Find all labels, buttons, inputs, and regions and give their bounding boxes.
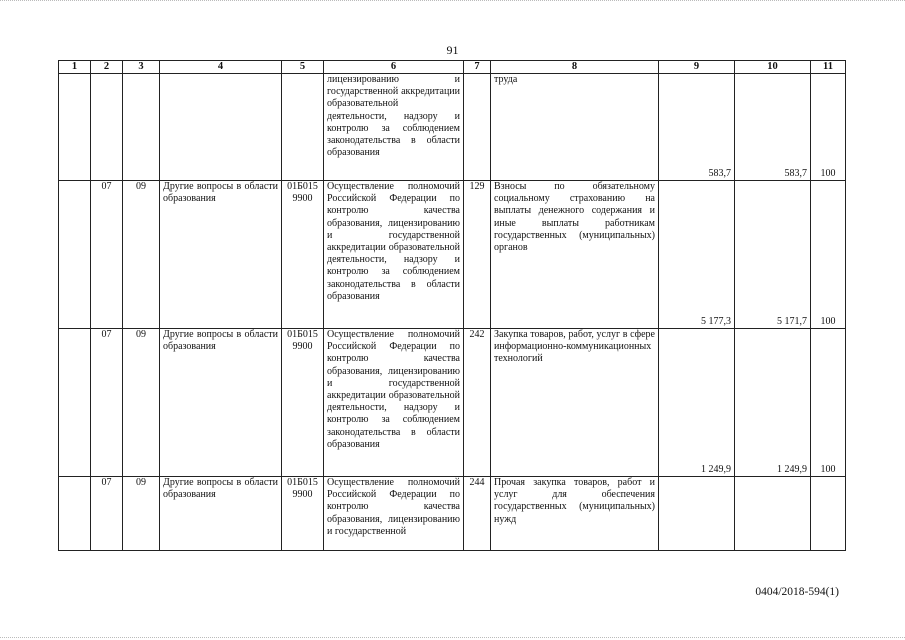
cell-planned-amount: 583,7	[659, 74, 735, 181]
budget-table	[58, 60, 846, 551]
cell-expense-code: 244	[464, 477, 491, 551]
cell-target-name: Осуществление полномочий Российской Федерации по контролю качества образования, лицензированию и государственной аккредитации образовательной деятельности, надзору и контролю за соблюдением законодательства в области образования	[324, 329, 464, 477]
cell-subsection-name: Другие вопросы в области образования	[160, 477, 282, 551]
cell-target-code: 01Б015 9900	[282, 181, 324, 329]
table-header-row	[59, 61, 846, 74]
cell-subsection	[123, 74, 160, 181]
cell-col1	[59, 74, 91, 181]
column-header: 6	[324, 61, 464, 74]
bottom-scan-border	[0, 637, 905, 638]
cell-col1	[59, 329, 91, 477]
column-header: 5	[282, 61, 324, 74]
cell-subsection: 09	[123, 181, 160, 329]
cell-executed-amount: 583,7	[735, 74, 811, 181]
cell-target-code	[282, 74, 324, 181]
cell-expense-name: труда	[491, 74, 659, 181]
table-row	[59, 477, 846, 551]
cell-target-code: 01Б015 9900	[282, 329, 324, 477]
column-header: 11	[811, 61, 846, 74]
table-row	[59, 74, 846, 181]
cell-executed-amount: 5 171,7	[735, 181, 811, 329]
document-code: 0404/2018-594(1)	[755, 586, 839, 598]
cell-percent: 100	[811, 329, 846, 477]
column-header: 4	[160, 61, 282, 74]
cell-percent: 100	[811, 181, 846, 329]
column-header: 3	[123, 61, 160, 74]
cell-target-name: Осуществление полномочий Российской Федерации по контролю качества образования, лицензированию и государственной	[324, 477, 464, 551]
cell-section	[91, 74, 123, 181]
cell-expense-code: 242	[464, 329, 491, 477]
column-header: 9	[659, 61, 735, 74]
cell-section: 07	[91, 329, 123, 477]
cell-subsection-name: Другие вопросы в области образования	[160, 329, 282, 477]
cell-planned-amount: 5 177,3	[659, 181, 735, 329]
column-header: 1	[59, 61, 91, 74]
cell-percent: 100	[811, 74, 846, 181]
cell-expense-name: Закупка товаров, работ, услуг в сфере информационно-коммуникационных технологий	[491, 329, 659, 477]
cell-planned-amount: 1 249,9	[659, 329, 735, 477]
cell-subsection-name: Другие вопросы в области образования	[160, 181, 282, 329]
column-header: 2	[91, 61, 123, 74]
page-number: 91	[446, 43, 459, 57]
cell-target-name: Осуществление полномочий Российской Федерации по контролю качества образования, лицензированию и государственной аккредитации образовательной деятельности, надзору и контролю за соблюдением законодательства в области образования	[324, 181, 464, 329]
cell-subsection: 09	[123, 329, 160, 477]
cell-expense-name: Прочая закупка товаров, работ и услуг для обеспечения государственных (муниципальных) нужд	[491, 477, 659, 551]
cell-percent	[811, 477, 846, 551]
cell-expense-code	[464, 74, 491, 181]
cell-target-code: 01Б015 9900	[282, 477, 324, 551]
cell-expense-name: Взносы по обязательному социальному страхованию на выплаты денежного содержания и иные выплаты работникам государственных (муниципальных) органов	[491, 181, 659, 329]
cell-section: 07	[91, 477, 123, 551]
table-row	[59, 329, 846, 477]
cell-subsection: 09	[123, 477, 160, 551]
cell-col1	[59, 181, 91, 329]
column-header: 10	[735, 61, 811, 74]
cell-section: 07	[91, 181, 123, 329]
cell-subsection-name	[160, 74, 282, 181]
top-scan-border	[0, 0, 905, 1]
cell-target-name: лицензированию и государственной аккредитации образовательной деятельности, надзору и контролю за соблюдением законодательства в области образования	[324, 74, 464, 181]
column-header: 8	[491, 61, 659, 74]
cell-executed-amount	[735, 477, 811, 551]
column-header: 7	[464, 61, 491, 74]
table-row	[59, 181, 846, 329]
cell-planned-amount	[659, 477, 735, 551]
cell-executed-amount: 1 249,9	[735, 329, 811, 477]
cell-expense-code: 129	[464, 181, 491, 329]
cell-col1	[59, 477, 91, 551]
